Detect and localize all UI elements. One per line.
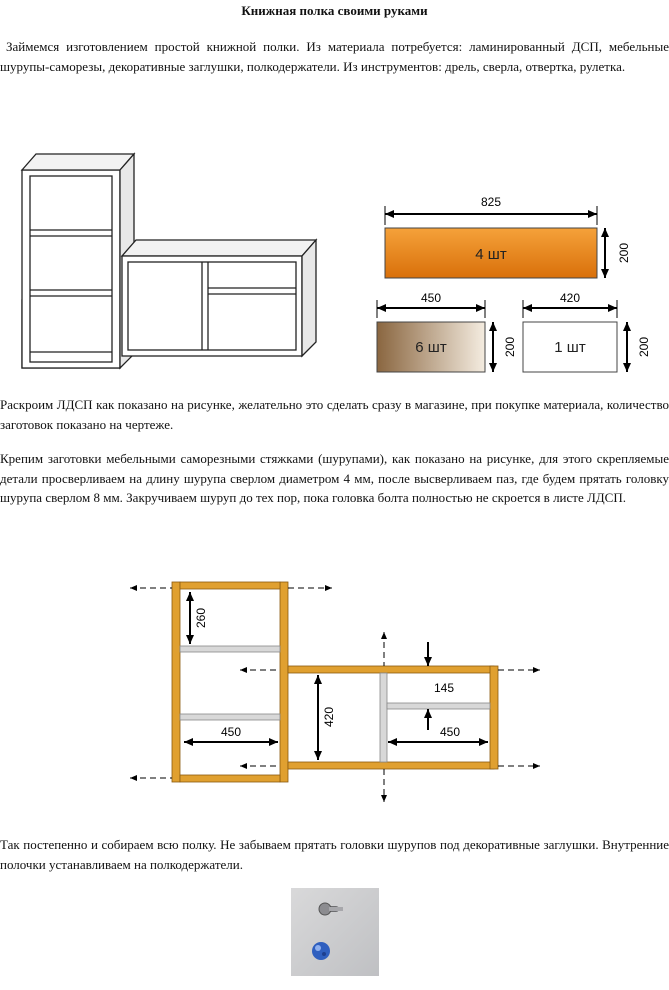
cut-part-large-height: 200 [617, 242, 631, 264]
cut-part-large [385, 195, 631, 278]
page-title: Книжная полка своими руками [241, 3, 428, 18]
blue-plug-icon [312, 942, 330, 960]
cut-part-small-height: 200 [637, 336, 651, 358]
cut-part-small-width: 420 [559, 291, 581, 305]
dim-inner-width-left: 450 [220, 725, 242, 739]
cut-part-medium [377, 291, 517, 372]
assembly-drawing [0, 570, 669, 820]
cut-part-large-count: 4 шт [475, 246, 507, 263]
dim-inner-width-right: 450 [439, 725, 461, 739]
cut-part-medium-width: 450 [420, 291, 442, 305]
shelf-and-cut-parts-figure [0, 130, 669, 390]
dim-shelf-gap: 260 [194, 607, 208, 629]
cut-part-medium-height: 200 [503, 336, 517, 358]
fasten-paragraph: Крепим заготовки мебельными саморезными стяжками (шурупами), как показано на рисунке, для этого скрепляемые детали просверливаем на длину шурупа сверлом диаметром 4 мм, после высверливаем паз, где будем прятать головку шурупа сверлом 8 мм. Закручиваем шуруп до тех пор, пока головка болта полностью не скроется в листе ЛДСП. [0, 451, 669, 505]
shelf-holder-photo [291, 888, 379, 976]
cut-paragraph: Раскроим ЛДСП как показано на рисунке, желательно это сделать сразу в магазине, при покупке материала, количество заготовок показано на чертеже. [0, 397, 669, 432]
shelf-perspective-drawing [22, 154, 316, 368]
cut-part-small [523, 291, 651, 372]
cut-part-large-width: 825 [480, 195, 502, 209]
dim-small-gap: 145 [433, 681, 455, 695]
cut-part-medium-count: 6 шт [415, 339, 447, 356]
dim-height-right: 420 [322, 706, 336, 728]
intro-paragraph: Займемся изготовлением простой книжной полки. Из материала потребуется: ламинированный ДСП, мебельные шурупы-саморезы, декоративные заглушки, полкодержатели. Из инструментов: дрель, сверла, отвертка, рулетка. [0, 39, 669, 74]
cut-part-small-count: 1 шт [554, 339, 586, 356]
assemble-paragraph: Так постепенно и собираем всю полку. Не забываем прятать головки шурупов под декоративные заглушки. Внутренние полочки устанавливаем на полкодержатели. [0, 837, 669, 872]
